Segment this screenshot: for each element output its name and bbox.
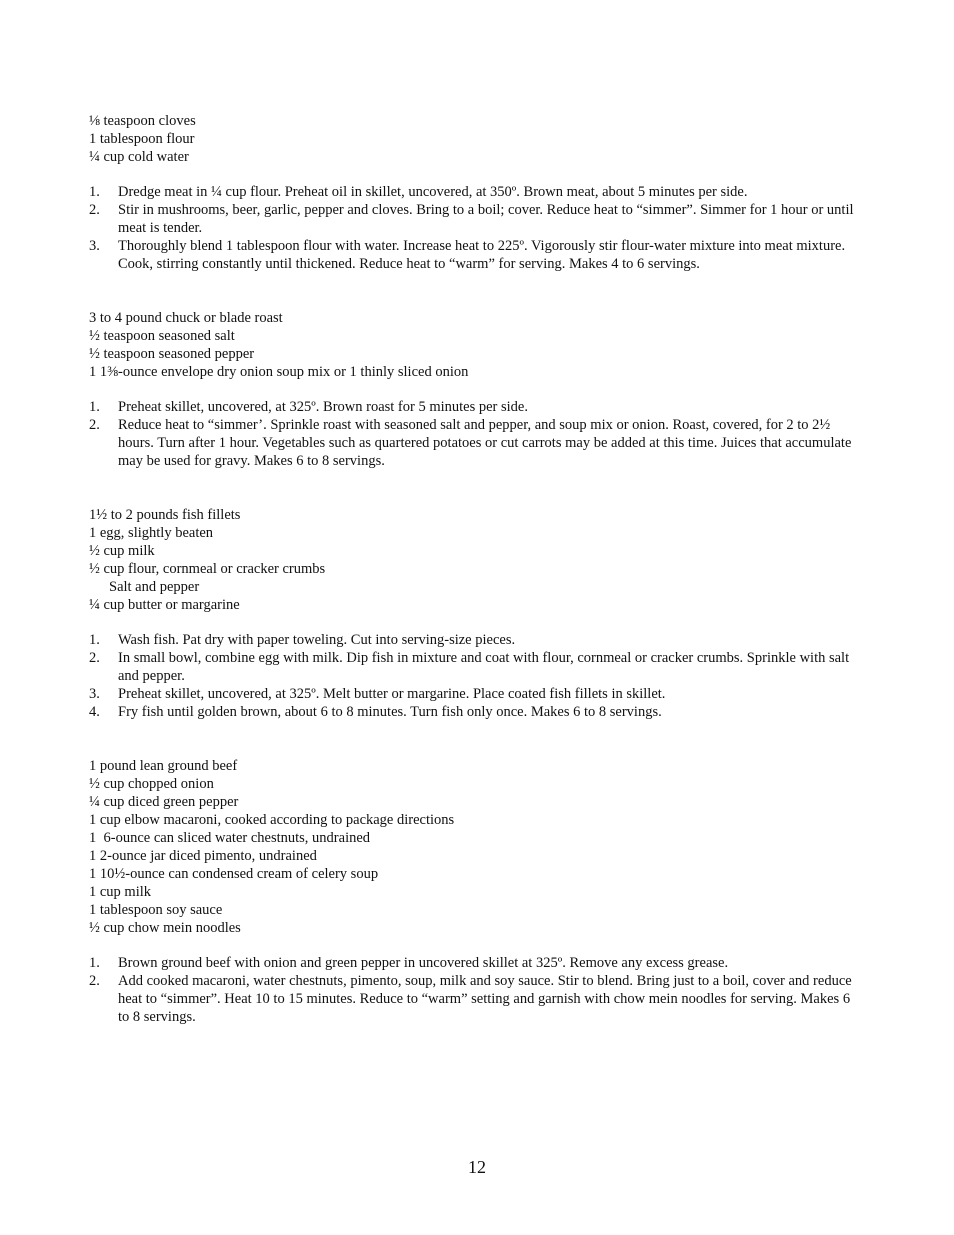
step-number: 1.	[89, 399, 100, 415]
step-number: 4.	[89, 704, 100, 720]
ingredient-line: 1 tablespoon flour	[89, 131, 195, 147]
ingredient-line: 1 6-ounce can sliced water chestnuts, undrained	[89, 830, 371, 846]
ingredient-line: ½ cup chow mein noodles	[89, 920, 241, 936]
step-item	[89, 398, 864, 416]
ingredient-line: 1½ to 2 pounds fish fillets	[89, 507, 241, 523]
step-number: 3.	[89, 686, 100, 702]
ingredient-line: 1 tablespoon soy sauce	[89, 902, 223, 918]
ingredient-line: 1 10½-ounce can condensed cream of celery soup	[89, 866, 379, 882]
ingredient-line: ½ teaspoon seasoned pepper	[89, 346, 255, 362]
ingredient-line: 1 cup elbow macaroni, cooked according to package directions	[89, 812, 455, 828]
step-item	[89, 954, 864, 972]
step-number: 1.	[89, 184, 100, 200]
step-number: 2.	[89, 417, 100, 433]
ingredient-line: ½ cup chopped onion	[89, 776, 214, 792]
ingredient-line: ¼ cup cold water	[89, 149, 189, 165]
step-text: Preheat skillet, uncovered, at 325º. Brown roast for 5 minutes per side.	[118, 399, 528, 415]
recipe-section-3	[89, 506, 864, 721]
step-item	[89, 416, 864, 470]
step-item	[89, 685, 864, 703]
step-number: 1.	[89, 955, 100, 971]
ingredient-line: Salt and pepper	[109, 579, 200, 595]
step-text: Thoroughly blend 1 tablespoon flour with water. Increase heat to 225º. Vigorously stir flour-water mixture into meat mixture. Cook, stirring constantly until thickened. Reduce heat to “warm” for serving. Makes 4 to 6 servings.	[118, 238, 846, 272]
step-text: Reduce heat to “simmer’. Sprinkle roast with seasoned salt and pepper, and soup mix or onion. Roast, covered, for 2 to 2½ hours. Turn after 1 hour. Vegetables such as quartered potatoes or cut carrots may be added at this time. Juices that accumulate may be used for gravy. Makes 6 to 8 servings.	[118, 417, 852, 469]
recipe-section-4	[89, 757, 864, 1026]
ingredient-line: 3 to 4 pound chuck or blade roast	[89, 310, 283, 326]
step-text: Stir in mushrooms, beer, garlic, pepper and cloves. Bring to a boil; cover. Reduce heat to “simmer”. Simmer for 1 hour or until meat is tender.	[118, 202, 854, 236]
step-number: 1.	[89, 632, 100, 648]
step-text: Add cooked macaroni, water chestnuts, pimento, soup, milk and soy sauce. Stir to blend. Bring just to a boil, cover and reduce heat to “simmer”. Heat 10 to 15 minutes. Reduce to “warm” setting and garnish with chow mein noodles for serving. Makes 6 to 8 servings.	[118, 973, 852, 1025]
ingredient-line: ½ teaspoon seasoned salt	[89, 328, 235, 344]
steps-list	[89, 631, 864, 721]
step-item	[89, 183, 864, 201]
ingredient-line: 1 pound lean ground beef	[89, 758, 238, 774]
step-number: 2.	[89, 202, 100, 218]
step-item	[89, 201, 864, 237]
steps-list	[89, 398, 864, 470]
ingredient-line: 1 2-ounce jar diced pimento, undrained	[89, 848, 317, 864]
step-text: Brown ground beef with onion and green pepper in uncovered skillet at 325º. Remove any excess grease.	[118, 955, 729, 971]
step-item	[89, 703, 864, 721]
step-item	[89, 237, 864, 273]
step-number: 2.	[89, 650, 100, 666]
ingredient-line: ½ cup milk	[89, 543, 155, 559]
recipe-section-2	[89, 309, 864, 470]
ingredient-line: 1 egg, slightly beaten	[89, 525, 214, 541]
step-text: Wash fish. Pat dry with paper toweling. Cut into serving-size pieces.	[118, 632, 516, 648]
ingredient-line: ¼ cup butter or margarine	[89, 597, 240, 613]
step-text: Preheat skillet, uncovered, at 325º. Melt butter or margarine. Place coated fish fillets in skillet.	[118, 686, 666, 702]
step-text: Fry fish until golden brown, about 6 to 8 minutes. Turn fish only once. Makes 6 to 8 servings.	[118, 704, 662, 720]
step-text: Dredge meat in ¼ cup flour. Preheat oil in skillet, uncovered, at 350º. Brown meat, about 5 minutes per side.	[118, 184, 748, 200]
ingredient-line: 1 1⅜-ounce envelope dry onion soup mix or 1 thinly sliced onion	[89, 364, 469, 380]
step-number: 2.	[89, 973, 100, 989]
step-item	[89, 649, 864, 685]
step-number: 3.	[89, 238, 100, 254]
step-text: In small bowl, combine egg with milk. Dip fish in mixture and coat with flour, cornmeal or cracker crumbs. Sprinkle with salt and pepper.	[118, 650, 850, 684]
recipe-section-1	[89, 112, 864, 273]
page-number: 12	[468, 1157, 486, 1177]
steps-list	[89, 954, 864, 1026]
ingredient-line: ½ cup flour, cornmeal or cracker crumbs	[89, 561, 326, 577]
ingredient-line: ¼ cup diced green pepper	[89, 794, 239, 810]
step-item	[89, 972, 864, 1026]
ingredient-line: 1 cup milk	[89, 884, 152, 900]
step-item	[89, 631, 864, 649]
steps-list	[89, 183, 864, 273]
ingredient-line: ⅛ teaspoon cloves	[89, 113, 196, 129]
